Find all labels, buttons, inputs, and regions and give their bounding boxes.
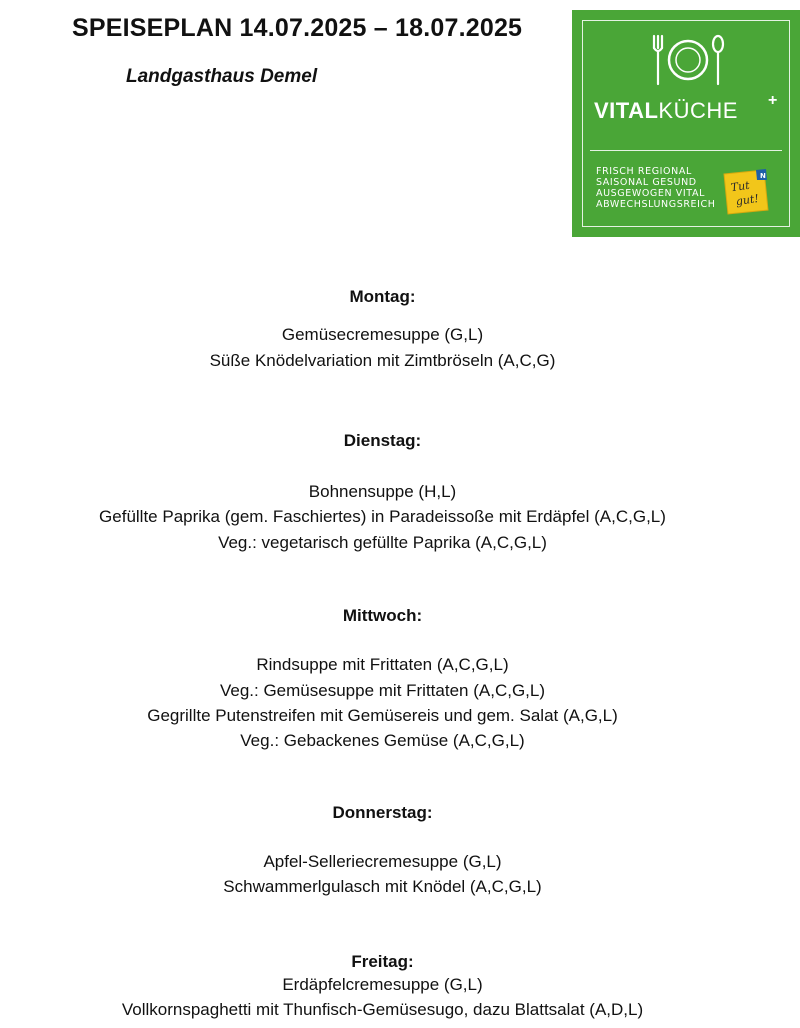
logo-wordmark-bold: VITAL [594,98,659,123]
logo-wordmark-light: KÜCHE [658,98,738,123]
logo-keyword: AUSGEWOGEN VITAL [596,188,705,199]
vitalkueche-logo [572,10,800,237]
logo-keyword: FRISCH REGIONAL [596,166,692,177]
logo-plus: + [768,92,778,109]
dish-item: Gemüsecremesuppe (G,L) [281,325,484,344]
dish-item: Veg.: Gebackenes Gemüse (A,C,G,L) [240,731,525,750]
dish-item: Veg.: Gemüsesuppe mit Frittaten (A,C,G,L) [219,681,546,700]
logo-keywords [596,166,716,210]
logo-divider [590,150,782,151]
svg-text:gut!: gut! [734,191,760,209]
page-title: SPEISEPLAN 14.07.2025 – 18.07.2025 [72,14,523,42]
day-heading-freitag: Freitag: [351,952,414,971]
tut-gut-sticker-icon [720,166,772,218]
day-heading-montag: Montag: [349,287,416,306]
day-heading-dienstag: Dienstag: [343,431,422,450]
logo-keyword: ABWECHSLUNGSREICH [596,199,716,210]
dish-item: Rindsuppe mit Frittaten (A,C,G,L) [256,655,509,674]
svg-text:Tut: Tut [729,178,751,195]
day-heading-mittwoch: Mittwoch: [342,606,423,625]
dish-item: Erdäpfelcremesuppe (G,L) [282,975,483,994]
day-heading-donnerstag: Donnerstag: [332,803,433,822]
svg-text:N: N [760,172,766,180]
restaurant-name: Landgasthaus Demel [126,66,318,87]
dish-item: Gegrillte Putenstreifen mit Gemüsereis und gem. Salat (A,G,L) [147,706,618,725]
dish-item: Vollkornspaghetti mit Thunfisch-Gemüsesugo, dazu Blattsalat (A,D,L) [121,1000,644,1019]
dish-item: Bohnensuppe (H,L) [308,482,457,501]
dish-item: Süße Knödelvariation mit Zimtbröseln (A,C,G) [209,351,556,370]
logo-keyword: SAISONAL GESUND [596,177,697,188]
dish-item: Schwammerlgulasch mit Knödel (A,C,G,L) [223,877,542,896]
plate-cutlery-icon [648,32,728,88]
dish-item: Veg.: vegetarisch gefüllte Paprika (A,C,G,L) [218,533,547,552]
dish-item: Gefüllte Paprika (gem. Faschiertes) in Paradeissoße mit Erdäpfel (A,C,G,L) [99,507,666,526]
logo-wordmark [594,98,738,124]
dish-item: Apfel-Selleriecremesuppe (G,L) [263,852,502,871]
